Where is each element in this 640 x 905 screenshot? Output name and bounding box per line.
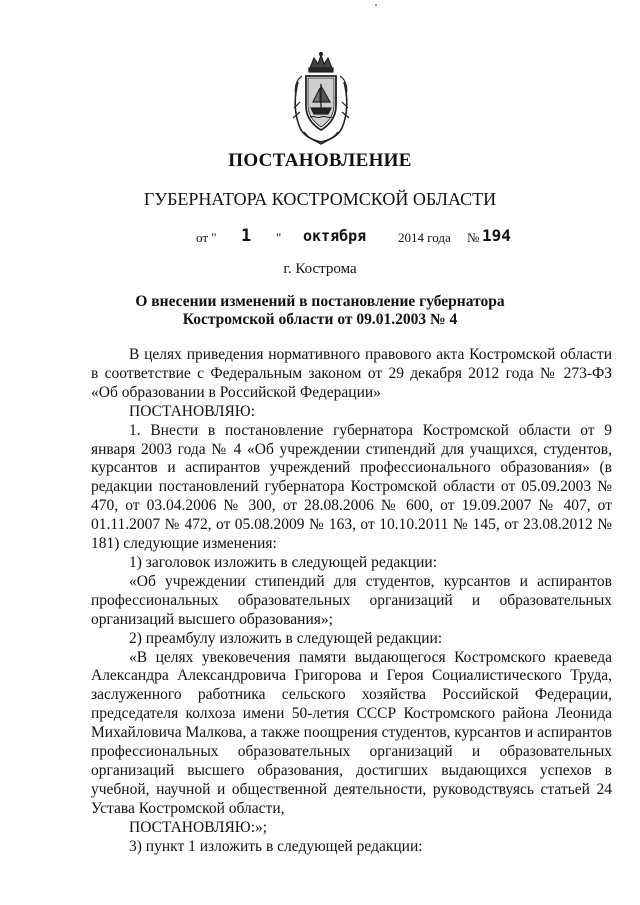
document-body [91, 346, 612, 856]
heading-line: О внесении изменений в постановление губернатора [135, 293, 505, 310]
paragraph: «В целях увековечения памяти выдающегося Костромского краеведа Александра Александровича Григорова и Героя Социалистического Труда, заслуженного работника сельского хозяйства Российской Федерации, председателя колхоза имени 50-летия СССР Костромского района Леонида Михайловича Малкова, а также поощрения студентов, курсантов и аспирантов профессиональных образовательных организаций и образовательных организаций высшего образования, достигших выдающихся успехов в учебной, научной и общественной деятельности, руководствуясь статьей 24 Устава Костромской области, [91, 648, 612, 817]
paragraph: 1. Внести в постановление губернатора Костромской области от 9 января 2003 года № 4 «Об учреждении стипендий для учащихся, студентов, курсантов и аспирантов учреждений профессионального образования» (в редакции постановлений губернатора Костромской области от 05.09.2003 № 470, от 03.04.2006 № 300, от 28.08.2006 № 600, от 19.09.2007 № 407, от 01.11.2007 № 472, от 05.08.2009 № 163, от 10.10.2011 № 145, от 23.08.2012 № 181) следующие изменения: [91, 421, 612, 553]
scan-speck [375, 4, 377, 6]
date-year: 2014 года [398, 230, 451, 245]
date-line [0, 226, 640, 248]
document-heading [90, 293, 550, 329]
city-name: г. Кострома [283, 261, 357, 277]
issuer-name: ГУБЕРНАТОРА КОСТРОМСКОЙ ОБЛАСТИ [143, 189, 497, 209]
paragraph: 2) преамбулу изложить в следующей редакции: [129, 629, 443, 647]
paragraph: 3) пункт 1 изложить в следующей редакции: [129, 837, 423, 855]
paragraph: ПОСТАНОВЛЯЮ: [129, 402, 256, 420]
heading-line: Костромской области от 09.01.2003 № 4 [182, 311, 458, 328]
paragraph: «Об учреждении стипендий для студентов, курсантов и аспирантов профессиональных образовательных организаций и образовательных организаций высшего образования»; [91, 572, 612, 628]
document-number: 194 [482, 226, 511, 245]
date-month: октября [303, 227, 367, 245]
number-label: № [467, 230, 480, 245]
date-quote-close: " [276, 230, 282, 245]
document-title: ПОСТАНОВЛЕНИЕ [228, 150, 412, 171]
date-day: 1 [241, 226, 252, 246]
paragraph: 1) заголовок изложить в следующей редакции: [129, 553, 437, 571]
coat-of-arms-icon [290, 52, 352, 146]
date-from-label: от " [196, 230, 217, 245]
paragraph: В целях приведения нормативного правового акта Костромской области в соответствие с Федеральным законом от 29 декабря 2012 года № 273-ФЗ «Об образовании в Российской Федерации» [91, 346, 612, 401]
paragraph: ПОСТАНОВЛЯЮ:»; [129, 818, 268, 836]
